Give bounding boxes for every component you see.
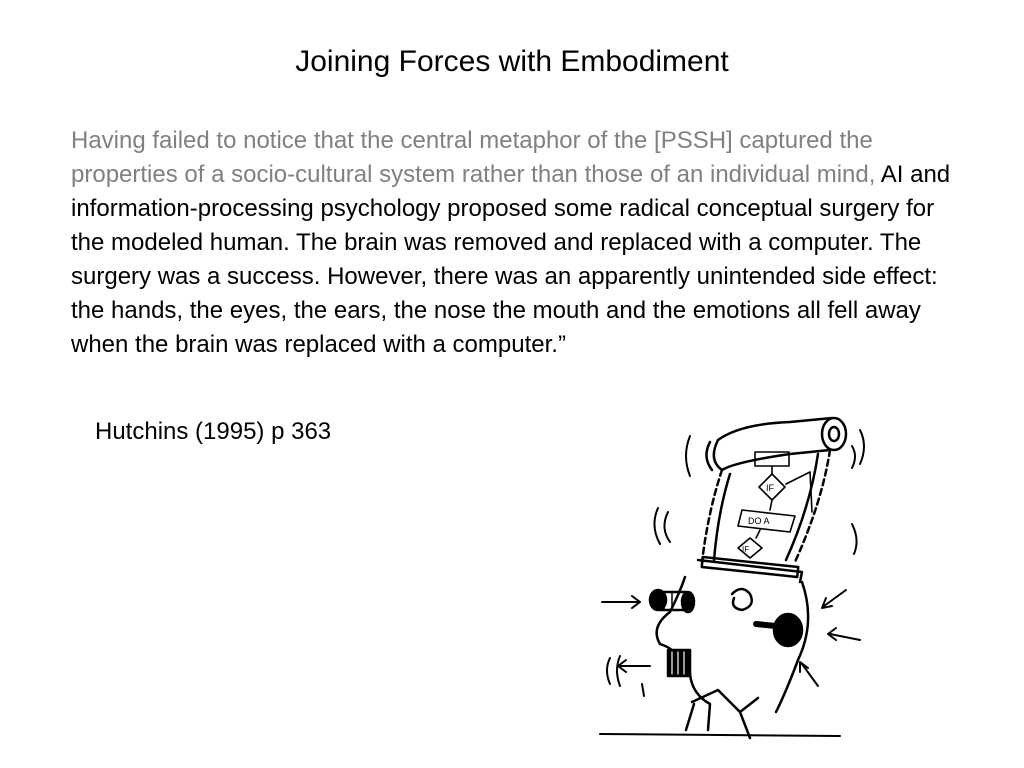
flowchart-label-if-1: IF bbox=[766, 483, 774, 493]
flowchart-label-if-2: IF bbox=[742, 545, 750, 554]
flowchart bbox=[738, 452, 812, 558]
quote-muted-text: Having failed to notice that the central metaphor of the [PSSH] captured the properties of a socio-cultural system rather than those of an individual mind, bbox=[71, 127, 881, 188]
citation: Hutchins (1995) p 363 bbox=[95, 418, 332, 445]
microphone-ear-icon bbox=[756, 614, 802, 646]
sense-arrows bbox=[602, 590, 860, 686]
flowchart-label-do-a: DO A bbox=[748, 516, 770, 526]
binocular-eyes-icon bbox=[650, 590, 694, 612]
scroll-roll bbox=[706, 418, 846, 470]
slide-title: Joining Forces with Embodiment bbox=[295, 45, 729, 78]
computer-head-cartoon bbox=[590, 412, 890, 742]
speaker-mouth-icon bbox=[668, 650, 690, 676]
body-collar bbox=[600, 690, 840, 738]
quote-dark-text: AI and information-processing psychology proposed some radical conceptual surgery for the modeled human. The brain was removed and replaced with a computer. The surgery was a success. However, there was an apparently unintended side effect: the hands, the eyes, the ears, the nose the mouth and the emotions all fell away when the brain was replaced with a computer.” bbox=[71, 161, 951, 358]
quote-paragraph bbox=[71, 124, 961, 362]
